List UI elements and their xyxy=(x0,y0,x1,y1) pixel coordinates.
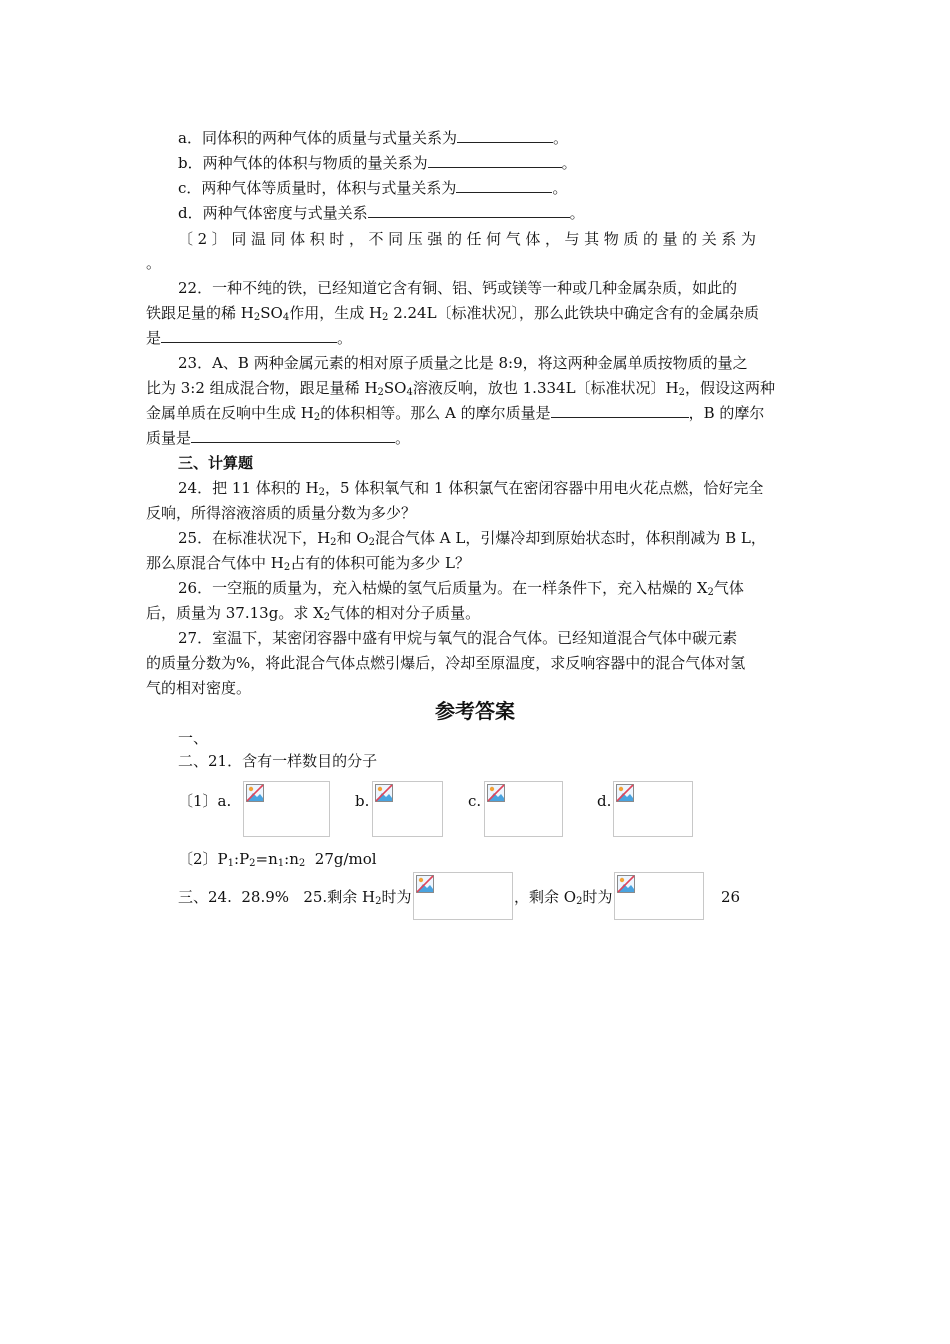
answers-section-3b: ，剩余 $O_2$时为 xyxy=(514,888,613,907)
answer-image-c xyxy=(484,781,563,837)
answers-section-1: 一、 xyxy=(178,729,209,747)
answer-blank xyxy=(551,402,689,418)
broken-image-icon xyxy=(416,875,434,893)
q21-line-c: c．两种气体等质量时，体积与式量关系为 。 xyxy=(178,179,568,197)
answer-21-d-label: d. xyxy=(597,792,612,810)
broken-image-icon xyxy=(487,784,505,802)
broken-image-icon xyxy=(246,784,264,802)
answers-section-3a: 三、24. 28.9% 25.剩余 $H_2$时为 xyxy=(178,888,412,907)
q21-part2: 〔2〕同温同体积时，不同压强的任何气体，与其物质的量的关系为 xyxy=(178,230,761,248)
answer-image-d xyxy=(613,781,693,837)
q22-line-3: 是 。 xyxy=(146,329,353,347)
q22-line-1: 22．一种不纯的铁，已经知道它含有铜、铝、钙或镁等一种或几种金属杂质，如此的 xyxy=(178,279,738,297)
q27-line-1: 27．室温下，某密闭容器中盛有甲烷与氧气的混合气体。已经知道混合气体中碳元素 xyxy=(178,629,738,647)
q23-line-3: 金属单质在反响中生成 $H_2$的体积相等。那么 A 的摩尔质量是 ，B 的摩尔 xyxy=(146,404,765,423)
q24-line-1: 24．把 11 体积的 $H_2$，5 体积氧气和 1 体积氯气在密闭容器中用电火花点燃，恰好完全 xyxy=(178,479,764,498)
answer-blank xyxy=(368,202,570,218)
answer-blank xyxy=(161,327,337,343)
broken-image-icon xyxy=(616,784,634,802)
q23-line-4: 质量是 。 xyxy=(146,429,411,447)
answers-section-2: 二、21．含有一样数目的分子 xyxy=(178,752,378,770)
broken-image-icon xyxy=(375,784,393,802)
answer-image-a xyxy=(243,781,330,837)
answer-image-b xyxy=(372,781,443,837)
answer-21-b-label: b. xyxy=(355,792,370,810)
q23-line-2: 比为 3:2 组成混合物，跟足量稀 $H_2SO_4$溶液反响，放也 1.334L〔标准状况〕$H_2$，假设这两种 xyxy=(146,379,776,398)
q26-line-2: 后，质量为 37.13g。求 $X_2$气体的相对分子质量。 xyxy=(146,604,481,623)
answers-section-3c: 26 xyxy=(721,888,741,906)
answers-title: 参考答案 xyxy=(435,699,515,723)
answer-21-a-label: 〔1〕a. xyxy=(178,792,232,810)
answer-blank xyxy=(428,152,562,168)
q21-part2-end: 。 xyxy=(146,254,162,272)
q24-line-2: 反响，所得溶液溶质的质量分数为多少？ xyxy=(146,504,417,522)
q21-line-d: d．两种气体密度与式量关系 。 xyxy=(178,204,585,222)
q21-line-b: b．两种气体的体积与物质的量关系为 。 xyxy=(178,154,577,172)
q25-line-2: 那么原混合气体中 $H_2$占有的体积可能为多少 L？ xyxy=(146,554,470,573)
section-3-title: 三、计算题 xyxy=(178,454,254,472)
answer-image-h2 xyxy=(413,872,513,920)
q22-line-2: 铁跟足量的稀 $H_2SO_4$作用，生成 $H_2$ 2.24L〔标准状况〕，那么此铁块中确定含有的金属杂质 xyxy=(146,304,760,323)
q21-line-a: a．同体积的两种气体的质量与式量关系为 。 xyxy=(178,129,568,147)
q23-line-1: 23．A、B 两种金属元素的相对原子质量之比是 8:9，将这两种金属单质按物质的量之 xyxy=(178,354,748,372)
answer-blank xyxy=(457,127,553,143)
answer-21-c-label: c. xyxy=(468,792,482,810)
q26-line-1: 26．一空瓶的质量为，充入枯燥的氢气后质量为。在一样条件下，充入枯燥的 $X_2$气体 xyxy=(178,579,744,598)
answer-blank xyxy=(456,177,552,193)
broken-image-icon xyxy=(617,875,635,893)
answer-21-part2: 〔2〕$P_1:P_2=n_1:n_2$ 27g/mol xyxy=(178,850,377,869)
q25-line-1: 25．在标准状况下，$H_2$和 $O_2$混合气体 A L，引爆冷却到原始状态时，体积削减为 B L， xyxy=(178,529,766,548)
answer-blank xyxy=(191,427,395,443)
q27-line-2: 的质量分数为%，将此混合气体点燃引爆后，冷却至原温度，求反响容器中的混合气体对氢 xyxy=(146,654,746,672)
q27-line-3: 气的相对密度。 xyxy=(146,679,252,697)
answer-image-o2 xyxy=(614,872,704,920)
